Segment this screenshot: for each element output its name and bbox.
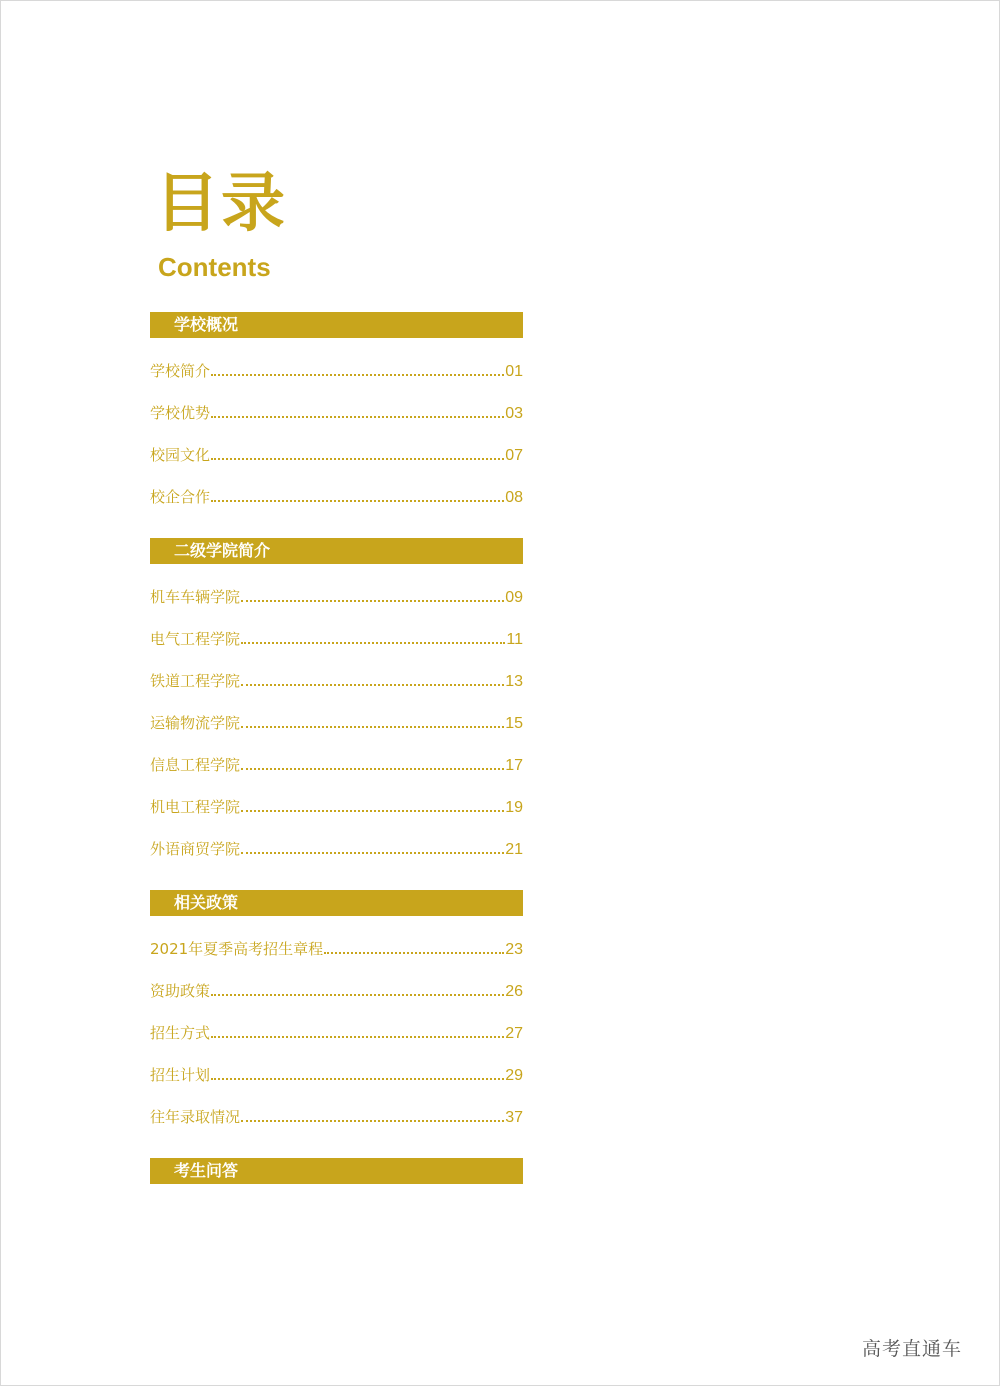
dot-leader [241, 628, 505, 644]
dot-leader [241, 712, 504, 728]
toc-entry-page: 08 [505, 489, 523, 506]
table-of-contents [150, 312, 523, 1184]
toc-entry-label: 信息工程学院 [150, 756, 241, 774]
toc-entry[interactable] [150, 1106, 523, 1148]
section-entries [150, 564, 523, 890]
toc-entry[interactable] [150, 980, 523, 1022]
toc-entry-page: 27 [505, 1025, 523, 1042]
toc-section-policies [150, 890, 523, 1158]
toc-entry-page: 19 [505, 799, 523, 816]
toc-entry-page: 11 [506, 631, 523, 648]
toc-entry-page: 29 [505, 1067, 523, 1084]
dot-leader [241, 754, 504, 770]
toc-entry[interactable] [150, 712, 523, 754]
toc-entry-label: 2021年夏季高考招生章程 [150, 940, 324, 958]
page-title: 目录 [155, 167, 287, 241]
toc-section-qa [150, 1158, 523, 1184]
dot-leader [211, 444, 504, 460]
toc-section-school-overview [150, 312, 523, 538]
dot-leader [241, 796, 504, 812]
page-subtitle: Contents [158, 252, 271, 282]
toc-entry-page: 09 [505, 589, 523, 606]
toc-entry-label: 铁道工程学院 [150, 672, 241, 690]
toc-entry-label: 学校优势 [150, 404, 211, 422]
toc-entry[interactable] [150, 628, 523, 670]
toc-entry-label: 资助政策 [150, 982, 211, 1000]
section-heading: 考生问答 [150, 1158, 523, 1184]
toc-entry-label: 招生计划 [150, 1066, 211, 1084]
toc-entry[interactable] [150, 1022, 523, 1064]
dot-leader [241, 1106, 504, 1122]
toc-entry-page: 17 [505, 757, 523, 774]
toc-entry[interactable] [150, 360, 523, 402]
dot-leader [241, 586, 504, 602]
watermark: 高考直通车 [862, 1338, 963, 1360]
toc-entry[interactable] [150, 1064, 523, 1106]
toc-entry[interactable] [150, 796, 523, 838]
toc-entry[interactable] [150, 444, 523, 486]
dot-leader [241, 670, 504, 686]
toc-entry-page: 03 [505, 405, 523, 422]
toc-entry-page: 07 [505, 447, 523, 464]
toc-entry[interactable] [150, 754, 523, 796]
section-heading: 学校概况 [150, 312, 523, 338]
dot-leader [324, 938, 504, 954]
toc-entry-label: 运输物流学院 [150, 714, 241, 732]
toc-entry-page: 13 [505, 673, 523, 690]
toc-entry-page: 15 [505, 715, 523, 732]
toc-entry-page: 37 [505, 1109, 523, 1126]
section-entries [150, 916, 523, 1158]
toc-entry[interactable] [150, 938, 523, 980]
toc-entry-label: 外语商贸学院 [150, 840, 241, 858]
toc-entry[interactable] [150, 402, 523, 444]
section-entries [150, 338, 523, 538]
toc-entry-label: 学校简介 [150, 362, 211, 380]
dot-leader [241, 838, 504, 854]
section-heading: 相关政策 [150, 890, 523, 916]
dot-leader [211, 360, 504, 376]
toc-entry[interactable] [150, 486, 523, 528]
toc-entry-label: 招生方式 [150, 1024, 211, 1042]
toc-entry-label: 机电工程学院 [150, 798, 241, 816]
toc-entry-page: 21 [505, 841, 523, 858]
dot-leader [211, 1064, 504, 1080]
dot-leader [211, 980, 504, 996]
toc-entry-label: 往年录取情况 [150, 1108, 241, 1126]
toc-section-colleges [150, 538, 523, 890]
toc-entry-page: 26 [505, 983, 523, 1000]
toc-entry[interactable] [150, 586, 523, 628]
toc-entry-label: 机车车辆学院 [150, 588, 241, 606]
toc-entry[interactable] [150, 670, 523, 712]
toc-entry-label: 电气工程学院 [150, 630, 241, 648]
section-heading: 二级学院简介 [150, 538, 523, 564]
toc-entry-page: 23 [505, 941, 523, 958]
toc-entry-label: 校园文化 [150, 446, 211, 464]
toc-entry-page: 01 [505, 363, 523, 380]
dot-leader [211, 486, 504, 502]
toc-entry-label: 校企合作 [150, 488, 211, 506]
dot-leader [211, 1022, 504, 1038]
dot-leader [211, 402, 504, 418]
toc-entry[interactable] [150, 838, 523, 880]
